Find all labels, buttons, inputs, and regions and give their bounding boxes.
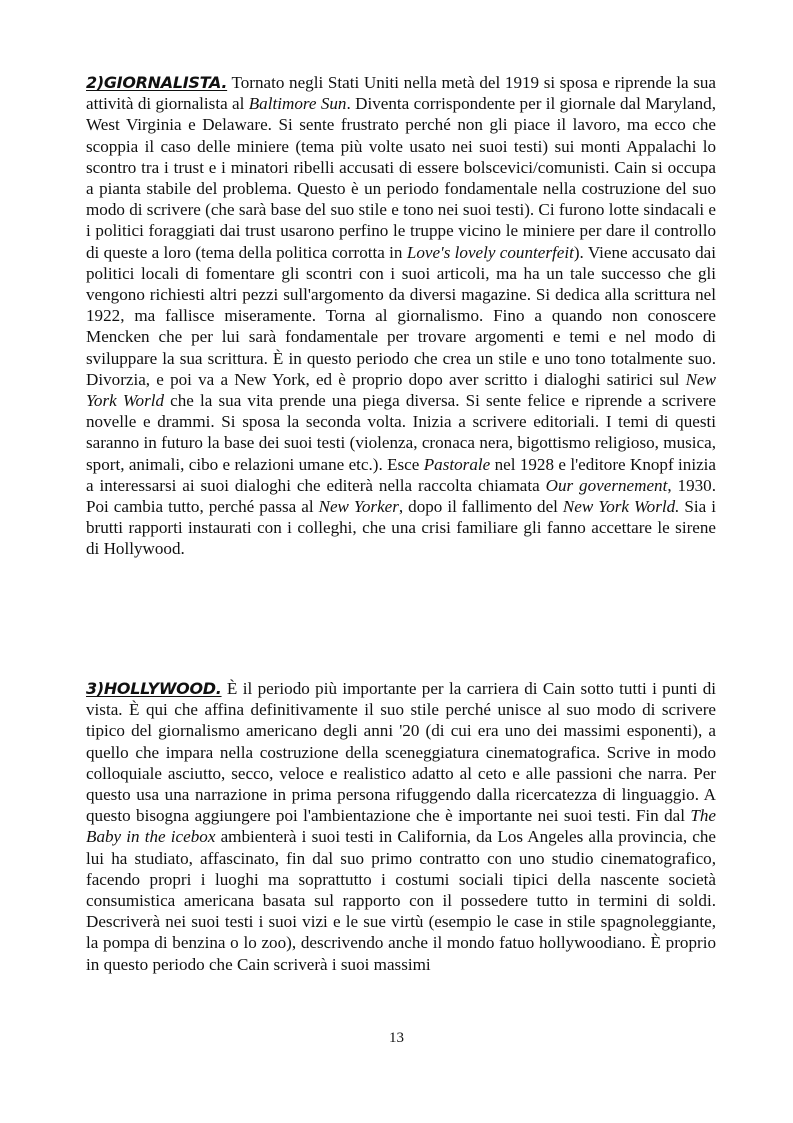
section-heading: 2)GIORNALISTA. [86,73,228,92]
work-title: Baltimore Sun [248,94,347,114]
section-giornalista [86,72,716,560]
body-text: Sia i brutti rapporti instaurati con i colleghi, che una crisi familiare gli fanno accettare le sirene di Hollywood. [86,497,716,559]
body-text: ). Viene accusato dai politici locali di fomentare gli scontri con i suoi articoli, ma ha un tale successo che gli vengono richiesti altri pezzi sull'argomento da diversi magazine. Si dedica alla scrittura nel 1922, ma fallisce miseramente. Torna al giornalismo. Fino a quando non conoscere Mencken che per lui sarà fondamentale per trovare argomenti e temi e nel modo di sviluppare la sua scrittura. È in questo periodo che crea un stile e uno tono totalmente suo. Divorzia, e poi va a New York, ed è proprio dopo aver scritto i dialoghi satirici sul [86,242,716,389]
body-text: ambienterà i suoi testi in California, da Los Angeles alla provincia, che lui ha studiato, affascinato, fin dal suo primo contratto con uno studio cinematografico, facendo propri i luoghi ma soprattutto i costumi sociali tipici della nascente società consumistica americana basata sul rapporto con il possedere tutto in termini di soldi. Descriverà nei suoi testi i suoi vizi e le sue virtù (esempio le case in stile spagnoleggiante, la pompa di benzina o lo zoo), descrivendo anche il mondo fatuo hollywoodiano. È proprio in questo periodo che Cain scriverà i suoi massimi [86,827,716,974]
section-hollywood [86,678,716,975]
body-text: nel 1928 e l'editore Knopf inizia a interessarsi ai suoi dialoghi che editerà nella raccolta chiamata [86,454,716,495]
body-text: Tornato negli Stati Uniti nella metà del 1919 si sposa e riprende la sua attività di giornalista al [86,73,717,114]
work-title: Pastorale [423,454,491,474]
work-title: Our governement [545,475,668,495]
body-text: . Diventa corrispondente per il giornale dal Maryland, West Virginia e Delaware. Si sente frustrato perché non gli piace il lavoro, ma ecco che scoppia il caso delle miniere (tema più volte usato nei suoi testi) sui monti Appalachi lo scontro tra i trust e i minatori ribelli accusati di essere bolscevici/comunisti. Cain si occupa a pianta stabile del problema. Questo è un periodo fondamentale nella costruzione del suo modo di scrivere (che sarà base del suo stile e tono nei suoi testi). Ci furono lotte sindacali e i politici foraggiati dai trust usarono perfino le truppe vicino le miniere per dare il controllo di queste a loro (tema della politica corrotta in [86,94,716,262]
section-heading: 3)HOLLYWOOD. [86,679,222,698]
body-text: , dopo il fallimento del [398,497,563,517]
body-text: che la sua vita prende una piega diversa. Si sente felice e riprende a scrivere novelle e drammi. Si sposa la seconda volta. Inizia a scrivere editoriali. I temi di questi saranno in futuro la base dei suoi testi (violenza, cronaca nera, bigottismo religioso, musica, sport, animali, cibo e relazioni umane etc.). Esce [86,391,716,474]
work-title: The Baby in the icebox [86,806,716,847]
body-text: , 1930. Poi cambia tutto, perché passa al [86,475,716,517]
work-title: Love's lovely counterfeit [406,242,574,262]
page-number: 13 [389,1030,404,1046]
work-title: New York World [86,369,716,411]
body-text: È il periodo più importante per la carriera di Cain sotto tutti i punti di vista. È qui che affina definitivamente il suo stile perché unisce al suo modo di scrivere tipico del giornalismo americano degli anni '20 (di cui era uno dei massimi esponenti), a quello che impara nella costruzione della sceneggiatura cinematografica. Scrive in modo colloquiale asciutto, secco, veloce e realistico adatto al ceto e alle passioni che narra. Per questo usa una narrazione in prima persona rifuggendo dalla ricercatezza di linguaggio. A questo bisogna aggiungere poi l'ambientazione che è importante nei suoi testi. Fin dal [86,679,716,826]
work-title: New York World. [562,497,680,517]
work-title: New Yorker [318,497,399,517]
